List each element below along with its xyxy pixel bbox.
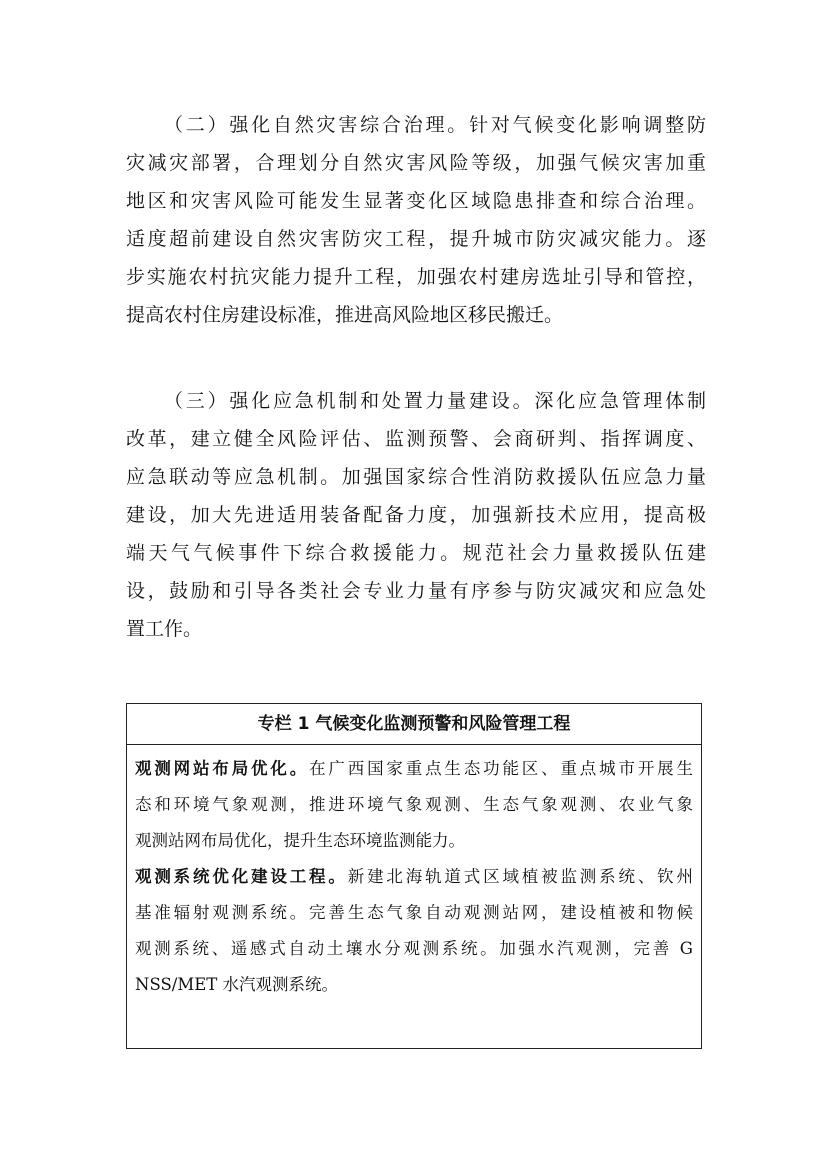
item-heading: 观测系统优化建设工程。 <box>135 867 348 886</box>
item-text: 新建北海轨道式区域植被监测系统、钦州 <box>347 867 693 886</box>
item-text: 在广西国家重点生态功能区、重点城市开展生 <box>309 759 693 778</box>
text-line: 置工作。 <box>126 618 203 640</box>
paragraph-emergency-mechanism <box>126 382 706 648</box>
box-text-line <box>135 859 693 895</box>
box-text-line: 基准辐射观测系统。完善生态气象自动观测站网，建设植被和物候 <box>135 903 693 922</box>
text-line: 步实施农村抗灾能力提升工程，加强农村建房选址引导和管控， <box>126 266 706 288</box>
text-line: 改革，建立健全风险评估、监测预警、会商研判、指挥调度、 <box>126 428 706 450</box>
text-line: 提高农村住房建设标准，推进高风险地区移民搬迁。 <box>126 304 564 326</box>
box-text-line: 观测系统、遥感式自动土壤水分观测系统。加强水汽观测，完善 G <box>135 939 693 958</box>
box-text-line: 态和环境气象观测，推进环境气象观测、生态气象观测、农业气象 <box>135 795 693 814</box>
text-line: 灾减灾部署，合理划分自然灾害风险等级，加强气候灾害加重 <box>126 152 706 174</box>
column-box <box>126 703 702 1049</box>
box-text-line: NSS/MET 水汽观测系统。 <box>135 975 339 994</box>
box-text-line <box>135 751 693 787</box>
text-line: 地区和灾害风险可能发生显著变化区域隐患排查和综合治理。 <box>126 190 706 212</box>
text-line: 适度超前建设自然灾害防灾工程，提升城市防灾减灾能力。逐 <box>126 228 706 250</box>
column-box-title: 专栏 1 气候变化监测预警和风险管理工程 <box>127 704 701 745</box>
text-line: （三）强化应急机制和处置力量建设。深化应急管理体制 <box>164 390 706 412</box>
item-heading: 观测网站布局优化。 <box>135 759 310 778</box>
text-line: 应急联动等应急机制。加强国家综合性消防救援队伍应急力量 <box>126 466 706 488</box>
column-box-body <box>127 745 701 1003</box>
text-line: 设，鼓励和引导各类社会专业力量有序参与防灾减灾和应急处 <box>126 580 706 602</box>
box-text-line: 观测站网布局优化，提升生态环境监测能力。 <box>135 831 465 850</box>
text-line: 建设，加大先进适用装备配备力度，加强新技术应用，提高极 <box>126 504 706 526</box>
text-line: （二）强化自然灾害综合治理。针对气候变化影响调整防 <box>164 114 706 136</box>
text-line: 端天气气候事件下综合救援能力。规范社会力量救援队伍建 <box>126 542 706 564</box>
paragraph-natural-disaster <box>126 106 706 334</box>
